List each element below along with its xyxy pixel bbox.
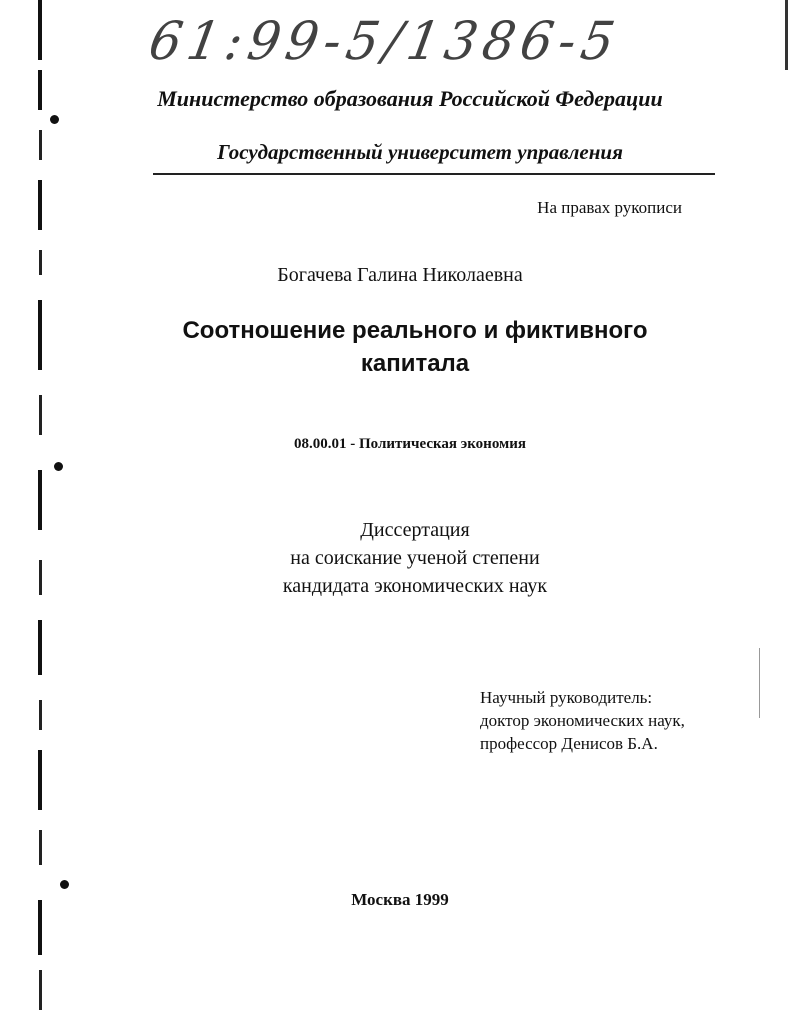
supervisor-line-2: доктор экономических наук,	[480, 711, 685, 730]
specialty-code: 08.00.01 - Политическая экономия	[293, 436, 527, 452]
scan-speck	[757, 648, 763, 718]
degree-statement	[230, 516, 600, 600]
degree-line-3: кандидата экономических наук	[282, 575, 548, 597]
dissertation-title	[130, 314, 700, 380]
ministry-heading: Министерство образования Российской Федерации	[157, 86, 663, 111]
right-edge-mark	[784, 0, 790, 1028]
rights-note: На правах рукописи	[537, 198, 682, 217]
author-name: Богачева Галина Николаевна	[277, 264, 523, 286]
punch-hole-mark	[50, 115, 59, 124]
city-year: Москва 1999	[351, 890, 449, 909]
punch-hole-mark	[54, 462, 63, 471]
title-line-1: Соотношение реального и фиктивного	[182, 317, 648, 344]
supervisor-line-3: профессор Денисов Б.А.	[480, 734, 658, 753]
handwritten-archive-code: 61:99-5/1386-5	[144, 10, 625, 72]
title-line-2: капитала	[360, 350, 470, 377]
degree-line-1: Диссертация	[360, 519, 470, 541]
header-divider	[153, 173, 715, 175]
supervisor-block	[480, 686, 740, 755]
binding-edge	[34, 0, 48, 1028]
degree-line-2: на соискание ученой степени	[290, 547, 540, 569]
punch-hole-mark	[60, 880, 69, 889]
university-heading: Государственный университет управления	[217, 140, 623, 164]
supervisor-line-1: Научный руководитель:	[480, 688, 653, 707]
